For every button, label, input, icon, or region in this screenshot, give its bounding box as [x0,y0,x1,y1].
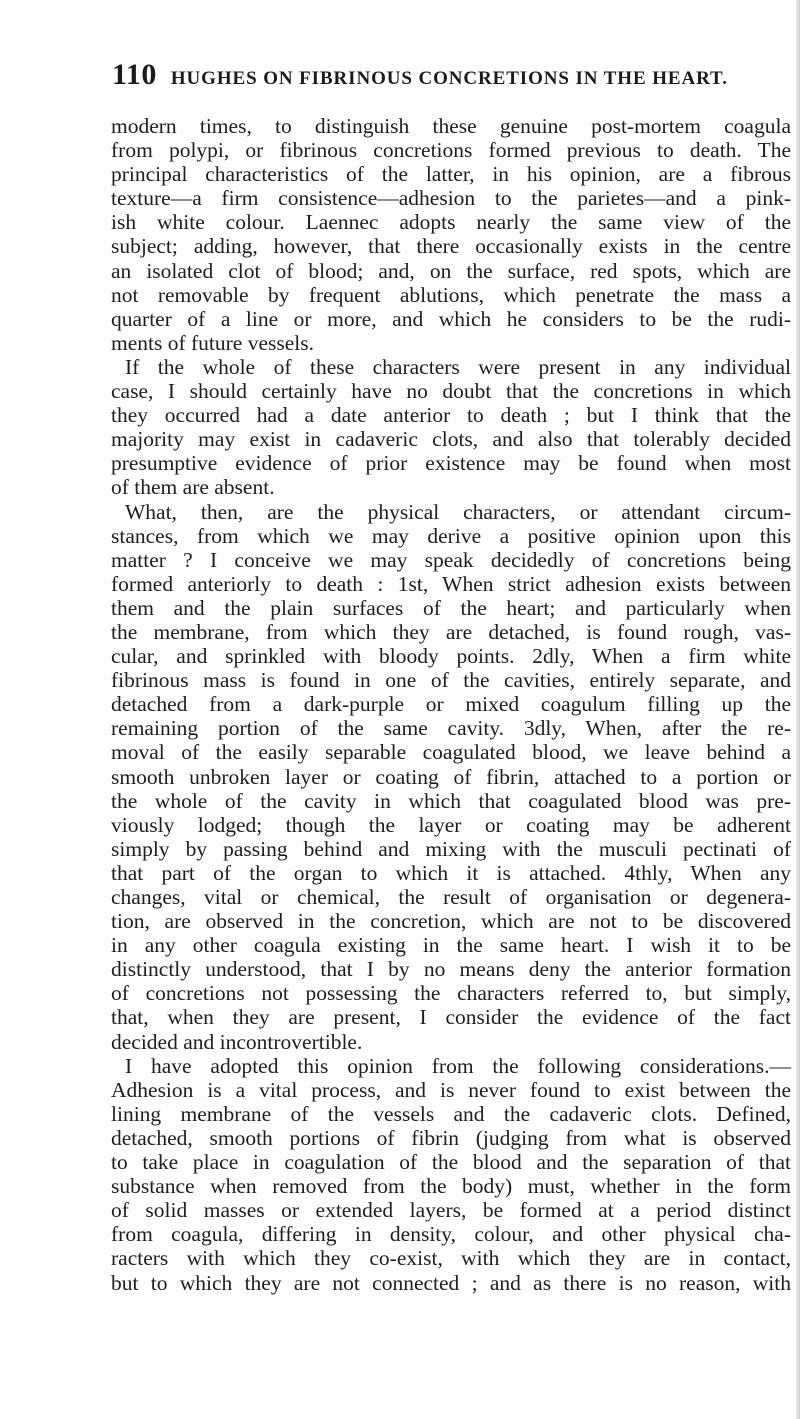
text-line: If the whole of these characters were present in any individual [125,354,791,379]
text-line: them and the plain surfaces of the heart; and particularly when [111,595,791,620]
text-line: matter ? I conceive we may speak decidedly of concretions being [111,547,791,572]
text-line: case, I should certainly have no doubt that the concretions in which [111,379,791,404]
text-line: they occurred had a date anterior to death ; but I think that the [111,403,791,428]
text-line: to take place in coagulation of the blood and the separation of that [111,1150,791,1175]
paragraph [111,355,791,500]
text-line: distinctly understood, that I by no means deny the anterior formation [111,957,791,982]
text-line: presumptive evidence of prior existence may be found when most [111,451,791,476]
text-line: racters with which they co-exist, with which they are in contact, [111,1246,791,1271]
paragraph [111,114,791,355]
text-line: changes, vital or chemical, the result of organisation or degenera- [111,885,791,909]
text-line: not removable by frequent ablutions, which penetrate the mass a [111,282,791,307]
text-line: What, then, are the physical characters, or attendant circum- [125,499,791,524]
text-line: cular, and sprinkled with bloody points. 2dly, When a firm white [111,644,791,669]
text-line: lining membrane of the vessels and the cadaveric clots. Defined, [111,1101,791,1126]
text-line: formed anteriorly to death : 1st, When strict adhesion exists between [111,571,791,596]
text-line: tion, are observed in the concretion, which are not to be discovered [111,909,791,934]
text-line: an isolated clot of blood; and, on the surface, red spots, which are [111,258,791,283]
text-line: that part of the organ to which it is attached. 4thly, When any [111,860,791,885]
page-number: 110 [112,58,157,91]
text-line: I have adopted this opinion from the following considerations.— [125,1053,791,1078]
text-line: the membrane, from which they are detached, is found rough, vas- [111,619,791,644]
text-line: ish white colour. Laennec adopts nearly the same view of the [111,210,791,235]
text-line: simply by passing behind and mixing with the musculi pectinati of [111,836,791,861]
text-line: of concretions not possessing the characters referred to, but simply, [111,981,791,1006]
text-line: detached, smooth portions of fibrin (judging from what is observed [111,1125,791,1150]
text-line: of them are absent. [111,475,275,500]
text-line: modern times, to distinguish these genuine post-mortem coagula [111,114,791,138]
text-line: majority may exist in cadaveric clots, and also that tolerably decided [111,427,791,452]
body-text [111,114,791,1295]
text-line: remaining portion of the same cavity. 3dly, When, after the re- [111,716,791,741]
text-line: texture—a firm consistence—adhesion to the parietes—and a pink- [111,186,791,211]
text-line: ments of future vessels. [111,330,315,355]
text-line: smooth unbroken layer or coating of fibrin, attached to a portion or [111,764,791,789]
text-line: viously lodged; though the layer or coating may be adherent [111,812,791,837]
page-header [112,58,792,98]
text-line: decided and incontrovertible. [111,1029,363,1054]
text-line: Adhesion is a vital process, and is never found to exist between the [111,1077,791,1102]
text-line: quarter of a line or more, and which he considers to be the rudi- [111,306,791,331]
paragraph [111,500,791,1054]
text-line: that, when they are present, I consider the evidence of the fact [111,1005,791,1030]
text-line: from coagula, differing in density, colour, and other physical cha- [111,1222,791,1247]
page-edge [796,0,800,1419]
text-line: stances, from which we may derive a positive opinion upon this [111,523,791,548]
text-line: substance when removed from the body) must, whether in the form [111,1174,791,1199]
text-line: but to which they are not connected ; and as there is no reason, with [111,1270,791,1295]
text-line: from polypi, or fibrinous concretions formed previous to death. The [111,138,791,163]
text-line: fibrinous mass is found in one of the cavities, entirely separate, and [111,668,791,693]
text-line: in any other coagula existing in the same heart. I wish it to be [111,933,791,958]
text-line: moval of the easily separable coagulated blood, we leave behind a [111,740,791,765]
paragraph [111,1054,791,1295]
text-line: detached from a dark-purple or mixed coagulum filling up the [111,692,791,717]
text-line: subject; adding, however, that there occasionally exists in the centre [111,234,791,259]
text-line: of solid masses or extended layers, be formed at a period distinct [111,1198,791,1223]
text-line: the whole of the cavity in which that coagulated blood was pre- [111,788,791,813]
text-line: principal characteristics of the latter, in his opinion, are a fibrous [111,162,791,187]
running-head: HUGHES ON FIBRINOUS CONCRETIONS IN THE HEART. [170,68,728,89]
